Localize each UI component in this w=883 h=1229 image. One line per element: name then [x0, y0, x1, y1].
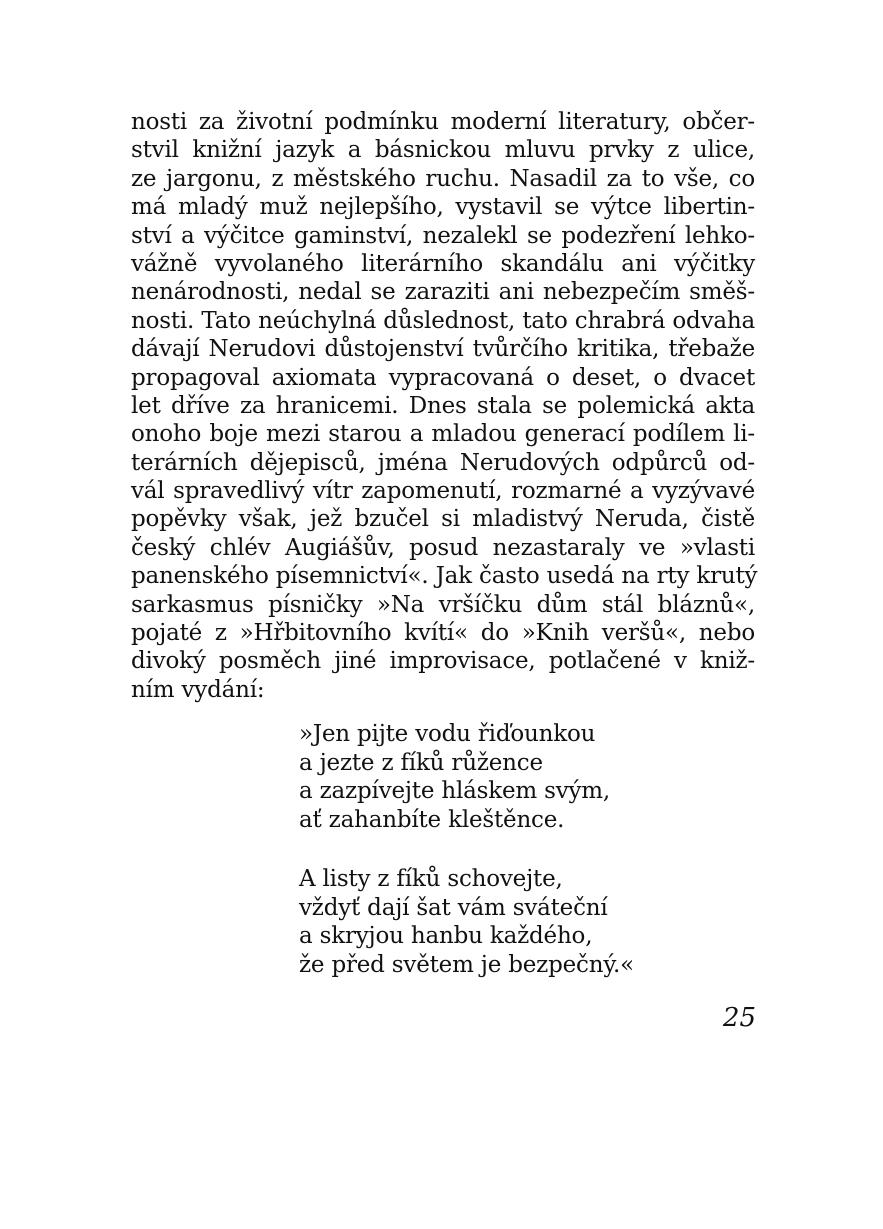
prose-line: ze jargonu, z městského ruchu. Nasadil za to vše, co	[131, 165, 755, 192]
prose-line: panenského písemnictví«. Jak často usedá na rty krutý	[131, 563, 758, 590]
page-number: 25	[722, 1003, 756, 1033]
poem-line: vždyť dají šat vám sváteční	[299, 894, 608, 921]
prose-line: propagoval axiomata vypracovaná o deset, o dvacet	[131, 364, 755, 391]
prose-line: onoho boje mezi starou a mladou generací podílem li-	[131, 421, 755, 448]
poem-stanza-1	[299, 720, 699, 834]
prose-line: sarkasmus písničky »Na vršíčku dům stál bláznů«,	[131, 591, 755, 618]
prose-line: let dříve za hranicemi. Dnes stala se polemická akta	[131, 392, 755, 419]
prose-line: má mladý muž nejlepšího, vystavil se výtce libertin-	[131, 194, 755, 221]
poem-line: a zazpívejte hláskem svým,	[299, 778, 611, 805]
prose-line: popěvky však, jež bzučel si mladistvý Neruda, čistě	[131, 506, 755, 533]
prose-line: pojaté z »Hřbitovního kvítí« do »Knih veršů«, nebo	[131, 620, 755, 647]
prose-line: terárních dějepisců, jména Nerudových odpůrců od-	[131, 449, 755, 476]
poem-line: a jezte z fíků růžence	[299, 749, 543, 776]
prose-line: vážně vyvolaného literárního skandálu ani výčitky	[131, 250, 755, 277]
poem-line: ať zahanbíte kleštěnce.	[299, 806, 565, 833]
poem-stanza-2	[299, 865, 699, 979]
poem-line: »Jen pijte vodu řiďounkou	[299, 721, 596, 747]
prose-line: divoký posměch jiné improvisace, potlačené v kniž-	[131, 648, 755, 675]
prose-line: ním vydání:	[131, 676, 265, 703]
poem-line: A listy z fíků schovejte,	[299, 866, 563, 892]
poem-line: a skryjou hanbu každého,	[299, 923, 593, 950]
prose-line: nosti. Tato neúchylná důslednost, tato chrabrá odvaha	[131, 307, 755, 334]
prose-line: dávají Nerudovi důstojenství tvůrčího kritika, třebaže	[131, 336, 755, 363]
prose-line: český chlév Augiášův, posud nezastaraly ve »vlasti	[131, 534, 755, 561]
prose-line: vál spravedlivý vítr zapomenutí, rozmarné a vyzývavé	[131, 478, 755, 505]
poem-line: že před světem je bezpečný.«	[299, 951, 635, 978]
prose-line: stvil knižní jazyk a básnickou mluvu prvky z ulice,	[131, 137, 755, 164]
prose-line: nenárodnosti, nedal se zaraziti ani nebezpečím směš-	[131, 279, 755, 306]
prose-line: ství a výčitce gaminství, nezalekl se podezření lehko-	[131, 222, 755, 249]
prose-paragraph	[131, 108, 758, 704]
prose-line: nosti za životní podmínku moderní literatury, občer-	[131, 109, 755, 135]
